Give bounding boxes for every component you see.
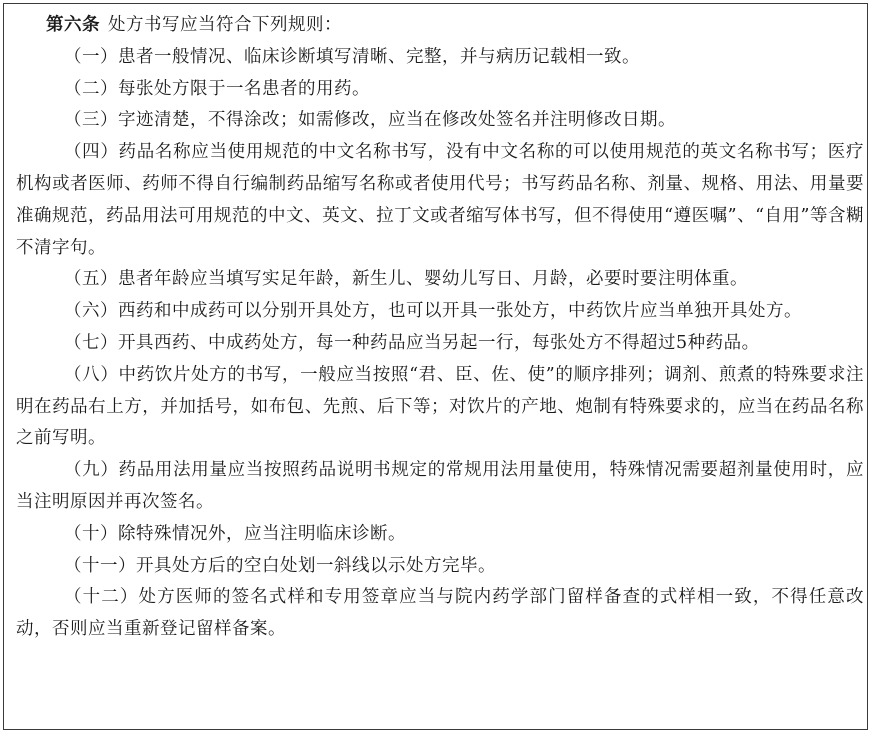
clause-4: （四）药品名称应当使用规范的中文名称书写，没有中文名称的可以使用规范的英文名称书写；医疗机构或者医师、药师不得自行编制药品缩写名称或者使用代号；书写药品名称、剂量、规格、用法、用量要准确规范，药品用法可用规范的中文、英文、拉丁文或者缩写体书写，但不得使用“遵医嘱”、“自用”等含糊不清字句。 [16, 142, 864, 258]
document-frame [3, 3, 868, 730]
clause-10: （十）除特殊情况外，应当注明临床诊断。 [64, 523, 406, 544]
article-label: 第六条 [46, 15, 100, 35]
clause-12: （十二）处方医师的签名式样和专用签章应当与院内药学部门留样备查的式样相一致，不得任意改动，否则应当重新登记留样备案。 [16, 587, 864, 640]
clause-6: （六）西药和中成药可以分别开具处方，也可以开具一张处方，中药饮片应当单独开具处方。 [64, 301, 802, 322]
clause-8: （八）中药饮片处方的书写，一般应当按照“君、臣、佐、使”的顺序排列；调剂、煎煮的特殊要求注明在药品右上方，并加括号，如布包、先煎、后下等；对饮片的产地、炮制有特殊要求的，应当在药品名称之前写明。 [16, 364, 864, 449]
clause-11: （十一）开具处方后的空白处划一斜线以示处方完毕。 [64, 555, 496, 576]
article-heading [16, 10, 864, 42]
clause-5: （五）患者年龄应当填写实足年龄，新生儿、婴幼儿写日、月龄，必要时要注明体重。 [64, 269, 748, 290]
clause-9: （九）药品用法用量应当按照药品说明书规定的常规用法用量使用，特殊情况需要超剂量使用时，应当注明原因并再次签名。 [16, 460, 864, 512]
regulation-text [16, 10, 864, 646]
clause-1: （一）患者一般情况、临床诊断填写清晰、完整，并与病历记载相一致。 [64, 46, 640, 67]
clause-7: （七）开具西药、中成药处方，每一种药品应当另起一行，每张处方不得超过5种药品。 [64, 332, 760, 353]
clause-2: （二）每张处方限于一名患者的用药。 [64, 78, 370, 99]
article-heading-text: 处方书写应当符合下列规则： [108, 15, 342, 35]
clause-3: （三）字迹清楚，不得涂改；如需修改，应当在修改处签名并注明修改日期。 [64, 110, 676, 131]
